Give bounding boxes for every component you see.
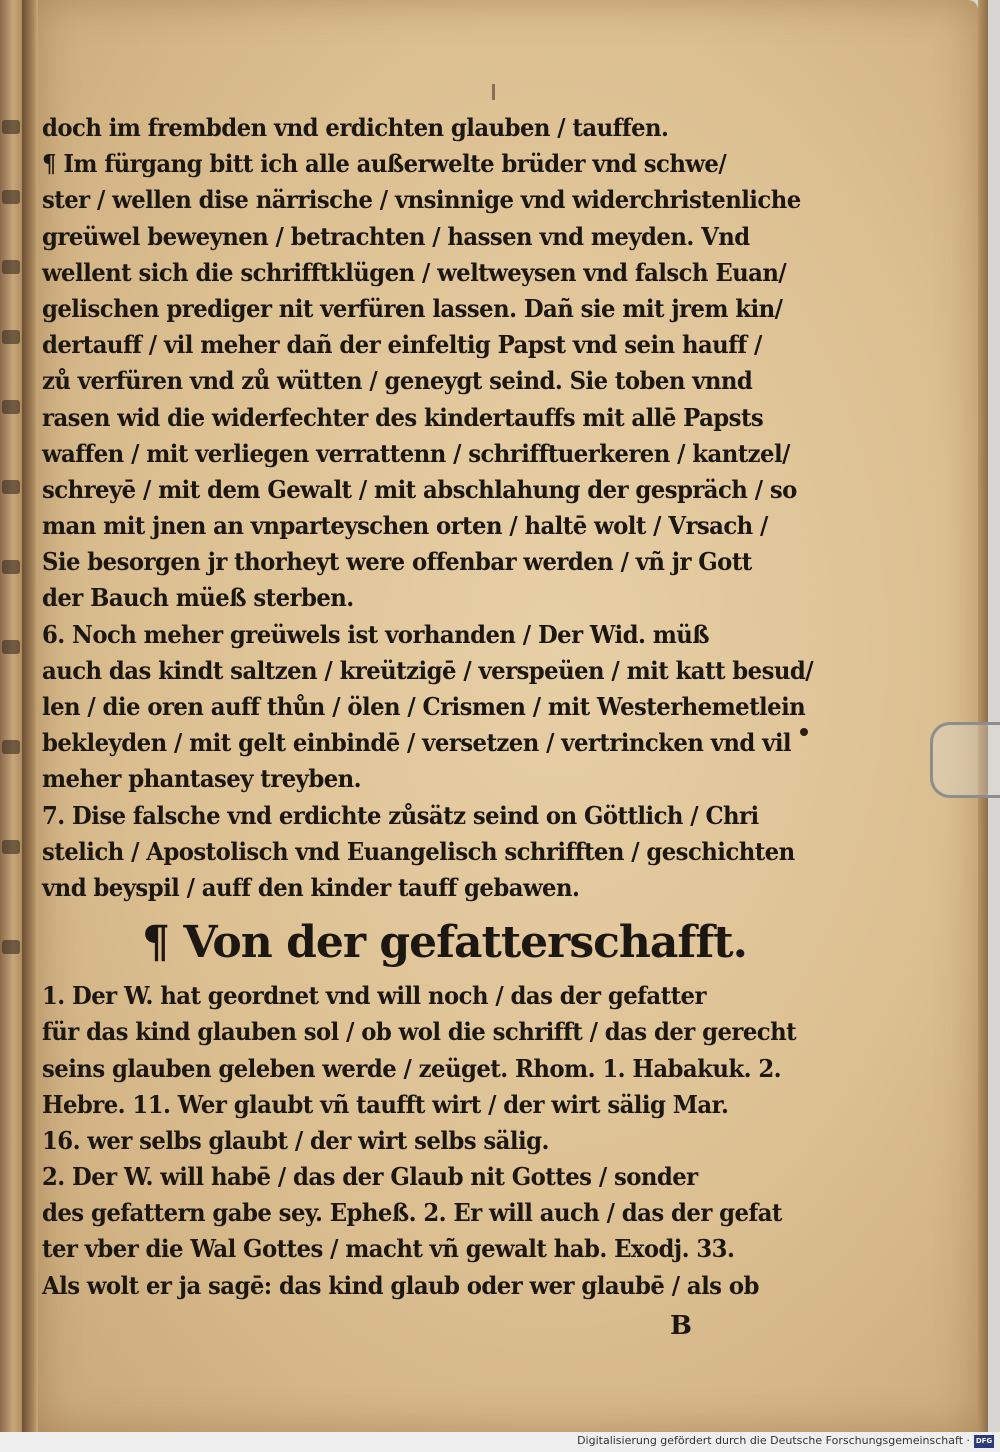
text-line: für das kind glauben sol / ob wol die schrifft / das der gerecht: [42, 1017, 797, 1047]
text-line: seins glauben geleben werde / zeüget. Rhom. 1. Habakuk. 2.: [42, 1053, 782, 1083]
text-line: dertauff / vil meher dañ der einfeltig Papst vnd sein hauff /: [42, 330, 762, 360]
facing-page-edge: [0, 0, 22, 1432]
text-line: len / die oren auff thůn / ölen / Crismen / mit Westerhemetlein: [42, 692, 806, 721]
text-line: bekleyden / mit gelt einbindē / versetzen / vertrincken vnd vil: [42, 728, 792, 758]
clip-tab-icon: [930, 722, 1000, 798]
text-line: zů verfüren vnd zů wütten / geneygt seind. Sie toben vnnd: [42, 366, 753, 396]
footer-credit: Digitalisierung gefördert durch die Deutsche Forschungsgemeinschaft ·: [577, 1434, 970, 1447]
section-heading: ¶ Von der gefatterschafft.: [142, 917, 747, 969]
text-line: auch das kindt saltzen / kreützigē / verspeüen / mit katt besud/: [42, 655, 814, 685]
text-line: waffen / mit verliegen verrattenn / schrifftuerkeren / kantzel/: [42, 438, 790, 468]
dfg-logo-icon: DFG: [974, 1435, 994, 1448]
text-line: vnd beyspil / auff den kinder tauff gebawen.: [42, 872, 580, 902]
text-line: Sie besorgen jr thorheyt were offenbar werden / vñ jr Gott: [42, 547, 752, 577]
text-line: wellent sich die schrifftklügen / weltweysen vnd falsch Euan/: [42, 257, 787, 287]
text-line: doch im frembden vnd erdichten glauben / tauffen.: [42, 113, 669, 142]
page-edge: [978, 0, 988, 1432]
footer-bar: [0, 1432, 1000, 1452]
text-line: 2. Der W. will habē / das der Glaub nit Gottes / sonder: [42, 1162, 698, 1192]
ink-dot: [800, 728, 808, 736]
text-line: 7. Dise falsche vnd erdichte zůsätz seind on Göttlich / Chri: [42, 800, 759, 830]
text-line: greüwel beweynen / betrachten / hassen vnd meyden. Vnd: [42, 221, 750, 251]
text-line: Als wolt er ja sagē: das kind glaub oder wer glaubē / als ob: [42, 1270, 759, 1300]
signature-mark: B: [670, 1310, 692, 1341]
text-line: 16. wer selbs glaubt / der wirt selbs sälig.: [42, 1125, 549, 1155]
text-line: meher phantasey treyben.: [42, 764, 362, 794]
text-line: ster / wellen dise närrische / vnsinnige vnd widerchristenliche: [42, 185, 801, 215]
text-line: ter vber die Wal Gottes / macht vñ gewalt hab. Exodj. 33.: [42, 1234, 735, 1264]
text-line: ¶ Im fürgang bitt ich alle außerwelte brüder vnd schwe/: [42, 149, 727, 179]
page-text: [42, 110, 814, 1348]
text-line: gelischen prediger nit verfüren lassen. Dañ sie mit jrem kin/: [42, 293, 783, 323]
text-line: der Bauch müeß sterben.: [42, 583, 354, 613]
text-line: 6. Noch meher greüwels ist vorhanden / Der Wid. müß: [42, 619, 710, 649]
text-line: man mit jnen an vnparteyschen orten / haltē wolt / Vrsach /: [42, 511, 768, 541]
text-line: rasen wid die widerfechter des kindertauffs mit allē Papsts: [42, 402, 764, 432]
text-line: stelich / Apostolisch vnd Euangelisch schrifften / geschichten: [42, 836, 795, 866]
text-line: des gefattern gabe sey. Epheß. 2. Er will auch / das der gefat: [42, 1198, 782, 1228]
text-line: 1. Der W. hat geordnet vnd will noch / das der gefatter: [42, 981, 706, 1011]
book-gutter: [22, 0, 38, 1432]
text-line: schreyē / mit dem Gewalt / mit abschlahung der gespräch / so: [42, 474, 797, 504]
text-line: Hebre. 11. Wer glaubt vñ taufft wirt / der wirt sälig Mar.: [42, 1089, 729, 1119]
ink-tick: [492, 84, 495, 100]
